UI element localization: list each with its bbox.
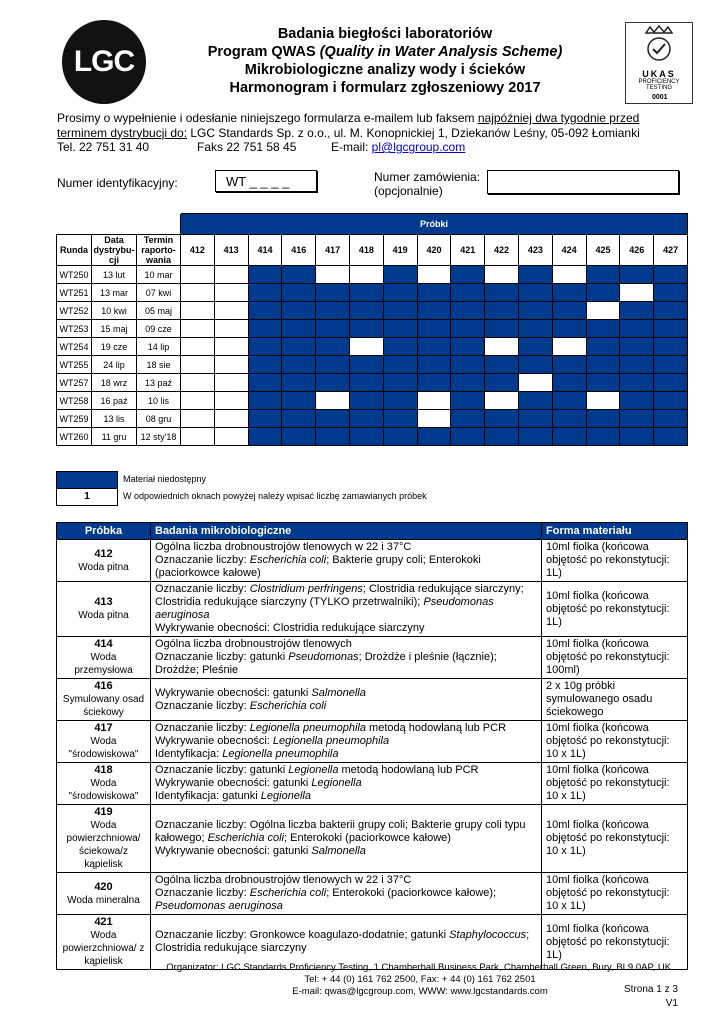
col-runda: Runda: [57, 235, 92, 266]
tests-table: [56, 522, 688, 970]
unavailable-cell: [417, 374, 451, 392]
report-date-cell: 10 lis: [137, 392, 181, 410]
unavailable-cell: [451, 392, 485, 410]
unavailable-cell: [282, 374, 316, 392]
unavailable-cell: [451, 302, 485, 320]
form-cell: 10ml fiolka (końcowa objętość po rekonstytucji: 100ml): [542, 637, 688, 679]
test-row: [57, 721, 688, 763]
test-row: [57, 679, 688, 721]
unavailable-cell: [586, 284, 620, 302]
unavailable-cell: [518, 410, 552, 428]
ukas-label: UKAS: [642, 69, 676, 79]
sample-col-header: 416: [282, 235, 316, 266]
unavailable-cell: [654, 428, 688, 446]
order-qty-cell[interactable]: [181, 320, 215, 338]
order-qty-cell[interactable]: [316, 266, 350, 284]
sample-cell: [57, 679, 151, 721]
report-date-cell: 13 paź: [137, 374, 181, 392]
tests-cell: Ogólna liczba drobnoustrojów tlenowych w 22 i 37°C Oznaczanie liczby: Escherichia coli; Enterokoki (paciorkowce kałowe); Pseudomonas aeruginosa: [151, 873, 542, 915]
test-row: [57, 805, 688, 873]
unavailable-cell: [417, 320, 451, 338]
order-qty-cell[interactable]: [181, 392, 215, 410]
sample-type: Woda powierzchniowa/ z kąpielisk: [62, 930, 145, 967]
sample-number: 414: [94, 638, 113, 650]
unavailable-cell: [552, 374, 586, 392]
order-qty-cell[interactable]: [552, 338, 586, 356]
tests-cell: Oznaczanie liczby: gatunki Legionella metodą hodowlaną lub PCR Wykrywanie obecności: gatunki Legionella Identyfikacja: gatunki Legionella: [151, 763, 542, 805]
order-qty-cell[interactable]: [417, 266, 451, 284]
report-date-cell: 09 cze: [137, 320, 181, 338]
sample-col-header: 417: [316, 235, 350, 266]
round-cell: WT259: [57, 410, 92, 428]
probki-header: Próbki: [181, 214, 688, 235]
unavailable-cell: [620, 410, 654, 428]
order-qty-cell[interactable]: [316, 392, 350, 410]
unavailable-cell: [349, 374, 383, 392]
sample-col-header: 412: [181, 235, 215, 266]
sample-col-header: 422: [485, 235, 519, 266]
order-qty-cell[interactable]: [214, 266, 248, 284]
unavailable-cell: [349, 320, 383, 338]
test-row: [57, 637, 688, 679]
sample-number: 413: [94, 596, 113, 608]
schedule-row: [57, 356, 688, 374]
order-qty-cell[interactable]: [181, 302, 215, 320]
email-link[interactable]: pl@lgcgroup.com: [371, 140, 466, 154]
title-line-4: Harmonogram i formularz zgłoszeniowy 2017: [229, 80, 541, 96]
order-qty-cell[interactable]: [181, 266, 215, 284]
unavailable-cell: [248, 284, 282, 302]
col-tests-header: Badania mikrobiologiczne: [151, 523, 542, 540]
unavailable-cell: [518, 356, 552, 374]
unavailable-cell: [552, 284, 586, 302]
unavailable-cell: [451, 410, 485, 428]
schedule-table: [56, 213, 688, 446]
distribution-date-cell: 15 maj: [92, 320, 137, 338]
footer: Organizator: LGC Standards Proficiency Testing, 1 Chamberhall Business Park, Chamberhall Green, Bury, BL9 0AP, UK. Tel: + 44 (0) 161 762 2500, Fax: + 44 (0) 161 762 2501 E-mail: qwas@lgcgroup.com, WWW: www.lgcstandards.com: [166, 962, 674, 997]
distribution-date-cell: 18 wrz: [92, 374, 137, 392]
round-cell: WT253: [57, 320, 92, 338]
unavailable-cell: [282, 428, 316, 446]
form-cell: 2 x 10g próbki symulowanego osadu ściekowego: [542, 679, 688, 721]
unavailable-cell: [485, 302, 519, 320]
legend-example-box: 1: [56, 488, 118, 506]
distribution-date-cell: 10 kwi: [92, 302, 137, 320]
unavailable-cell: [451, 356, 485, 374]
sample-col-header: 426: [620, 235, 654, 266]
legend-unavailable-label: Materiał niedostępny: [123, 474, 207, 484]
order-label: Numer zamówienia: (opcjonalnie): [374, 170, 481, 198]
schedule-row: [57, 428, 688, 446]
form-cell: 10ml fiolka (końcowa objętość po rekonstytucji: 10 x 1L): [542, 721, 688, 763]
id-row: [57, 170, 687, 200]
round-cell: WT251: [57, 284, 92, 302]
title-line-1: Badania biegłości laboratoriów: [277, 26, 493, 42]
round-cell: WT252: [57, 302, 92, 320]
col-sample-header: Próbka: [57, 523, 151, 540]
unavailable-cell: [586, 428, 620, 446]
unavailable-cell: [417, 356, 451, 374]
order-qty-cell[interactable]: [181, 338, 215, 356]
distribution-date-cell: 11 gru: [92, 428, 137, 446]
tests-cell: Oznaczanie liczby: Legionella pneumophila metodą hodowlaną lub PCR Wykrywanie obecności: Legionella pneumophila Identyfikacja: Legionella pneumophila: [151, 721, 542, 763]
unavailable-cell: [451, 428, 485, 446]
sample-cell: [57, 637, 151, 679]
unavailable-cell: [552, 356, 586, 374]
unavailable-cell: [518, 284, 552, 302]
unavailable-cell: [654, 284, 688, 302]
unavailable-cell: [349, 302, 383, 320]
unavailable-cell: [383, 338, 417, 356]
unavailable-cell: [485, 356, 519, 374]
order-qty-cell[interactable]: [485, 266, 519, 284]
page-title: [180, 25, 590, 97]
sample-col-header: 424: [552, 235, 586, 266]
unavailable-cell: [248, 428, 282, 446]
unavailable-cell: [518, 392, 552, 410]
test-row: [57, 582, 688, 637]
legend-instruction: W odpowiednich oknach powyżej należy wpisać liczbę zamawianych próbek: [123, 491, 427, 501]
order-qty-cell[interactable]: [349, 338, 383, 356]
schedule-row: [57, 320, 688, 338]
order-qty-cell[interactable]: [586, 302, 620, 320]
unavailable-cell: [620, 266, 654, 284]
sample-cell: [57, 915, 151, 970]
schedule-row: [57, 266, 688, 284]
unavailable-cell: [248, 392, 282, 410]
unavailable-cell: [654, 410, 688, 428]
unavailable-cell: [383, 392, 417, 410]
intro-text: Prosimy o wypełnienie i odesłanie niniejszego formularza e-mailem lub faksem najpóźniej dwa tygodnie przed terminem dystrybucji do: LGC Standards Sp. z o.o., ul. M. Konopnickiej 1, Dziekanów Leśny, 05-092 Łomianki Tel. 22 751 31 40 Faks 22 751 58 45 E-mail: pl@lgcgroup.com: [57, 111, 640, 154]
sample-cell: [57, 582, 151, 637]
title-line-2: Program QWAS (Quality in Water Analysis Scheme): [207, 44, 563, 60]
schedule-row: [57, 302, 688, 320]
order-qty-cell[interactable]: [214, 284, 248, 302]
unavailable-cell: [383, 266, 417, 284]
distribution-date-cell: 13 lis: [92, 410, 137, 428]
unavailable-cell: [349, 410, 383, 428]
sample-col-header: 425: [586, 235, 620, 266]
unavailable-cell: [654, 374, 688, 392]
sample-number: 421: [94, 916, 113, 928]
unavailable-cell: [654, 320, 688, 338]
sample-col-header: 413: [214, 235, 248, 266]
order-qty-cell[interactable]: [214, 374, 248, 392]
lgc-logo: [62, 20, 146, 104]
unavailable-cell: [248, 302, 282, 320]
unavailable-cell: [248, 356, 282, 374]
sample-type: Woda pitna: [78, 561, 129, 573]
unavailable-cell: [451, 284, 485, 302]
unavailable-cell: [316, 302, 350, 320]
id-field[interactable]: WT _ _ _ _: [215, 170, 317, 192]
unavailable-cell: [316, 410, 350, 428]
unavailable-cell: [349, 392, 383, 410]
distribution-date-cell: 19 cze: [92, 338, 137, 356]
col-form-header: Forma materiału: [542, 523, 688, 540]
unavailable-cell: [383, 302, 417, 320]
sample-number: 417: [94, 722, 113, 734]
page-number: Strona 1 z 3 V1: [624, 984, 678, 1009]
unavailable-cell: [451, 266, 485, 284]
order-qty-cell[interactable]: [181, 284, 215, 302]
unavailable-cell: [654, 338, 688, 356]
order-qty-cell[interactable]: [349, 266, 383, 284]
schedule-row: [57, 338, 688, 356]
unavailable-cell: [620, 320, 654, 338]
sample-col-header: 427: [654, 235, 688, 266]
order-qty-cell[interactable]: [485, 338, 519, 356]
unavailable-cell: [316, 374, 350, 392]
unavailable-cell: [654, 266, 688, 284]
unavailable-cell: [518, 266, 552, 284]
unavailable-cell: [417, 284, 451, 302]
report-date-cell: 05 maj: [137, 302, 181, 320]
order-qty-cell[interactable]: [214, 356, 248, 374]
order-qty-cell[interactable]: [518, 374, 552, 392]
sample-cell: [57, 540, 151, 582]
tests-cell: Oznaczanie liczby: Clostridium perfringens; Clostridia redukujące siarczyny; Clostridia redukujące siarczyny (TYLKO przetrwalniki); Pseudomonas aeruginosa Wykrywanie obecności: Clostridia redukujące siarczyny: [151, 582, 542, 637]
order-field[interactable]: [487, 170, 679, 194]
unavailable-cell: [620, 374, 654, 392]
unavailable-cell: [518, 302, 552, 320]
logo-text: LGC: [73, 45, 135, 78]
report-date-cell: 07 kwi: [137, 284, 181, 302]
order-qty-cell[interactable]: [181, 374, 215, 392]
unavailable-cell: [451, 374, 485, 392]
sample-cell: [57, 873, 151, 915]
sample-number: 418: [94, 764, 113, 776]
col-data: Data dystrybu-cji: [93, 235, 135, 265]
unavailable-cell: [417, 338, 451, 356]
unavailable-cell: [282, 284, 316, 302]
unavailable-cell: [316, 428, 350, 446]
report-date-cell: 08 gru: [137, 410, 181, 428]
crown-tick-icon: [634, 23, 684, 65]
tests-cell: Ogólna liczba drobnoustrojów tlenowych w 22 i 37°C Oznaczanie liczby: Escherichia coli; Bakterie grupy coli; Enterokoki (paciorkowce kałowe): [151, 540, 542, 582]
form-cell: 10ml fiolka (końcowa objętość po rekonstytucji: 1L): [542, 540, 688, 582]
unavailable-cell: [282, 410, 316, 428]
unavailable-cell: [349, 284, 383, 302]
order-qty-cell[interactable]: [214, 428, 248, 446]
unavailable-cell: [316, 338, 350, 356]
unavailable-cell: [316, 356, 350, 374]
unavailable-cell: [620, 392, 654, 410]
sample-type: Symulowany osad ściekowy: [62, 694, 145, 718]
unavailable-cell: [620, 428, 654, 446]
unavailable-cell: [316, 320, 350, 338]
unavailable-cell: [383, 428, 417, 446]
test-row: [57, 873, 688, 915]
sample-cell: [57, 805, 151, 873]
unavailable-cell: [248, 410, 282, 428]
order-qty-cell[interactable]: [552, 266, 586, 284]
round-cell: WT260: [57, 428, 92, 446]
distribution-date-cell: 16 paź: [92, 392, 137, 410]
unavailable-cell: [586, 410, 620, 428]
round-cell: WT254: [57, 338, 92, 356]
order-qty-cell[interactable]: [586, 392, 620, 410]
report-date-cell: 14 lip: [137, 338, 181, 356]
title-line-3: Mikrobiologiczne analizy wody i ścieków: [244, 62, 526, 78]
unavailable-cell: [586, 266, 620, 284]
schedule-row: [57, 410, 688, 428]
report-date-cell: 12 sty'18: [137, 428, 181, 446]
order-qty-cell[interactable]: [214, 320, 248, 338]
round-cell: WT258: [57, 392, 92, 410]
sample-col-header: 423: [518, 235, 552, 266]
sample-cell: [57, 763, 151, 805]
unavailable-cell: [485, 410, 519, 428]
sample-cell: [57, 721, 151, 763]
report-date-cell: 10 mar: [137, 266, 181, 284]
unavailable-cell: [518, 338, 552, 356]
unavailable-cell: [282, 266, 316, 284]
tests-cell: Wykrywanie obecności: gatunki Salmonella Oznaczanie liczby: Escherichia coli: [151, 679, 542, 721]
unavailable-cell: [383, 374, 417, 392]
order-qty-cell[interactable]: [181, 410, 215, 428]
form-cell: 10ml fiolka (końcowa objętość po rekonstytucji: 1L): [542, 915, 688, 970]
form-cell: 10ml fiolka (końcowa objętość po rekonstytucji: 10 x 1L): [542, 873, 688, 915]
ukas-badge: [625, 22, 693, 104]
unavailable-cell: [586, 374, 620, 392]
schedule-row: [57, 284, 688, 302]
unavailable-cell: [552, 410, 586, 428]
order-qty-cell[interactable]: [181, 428, 215, 446]
col-termin: Termin raporto-wania: [137, 235, 181, 266]
sample-col-header: 420: [417, 235, 451, 266]
unavailable-cell: [383, 356, 417, 374]
tests-cell: Ogólna liczba drobnoustrojów tlenowych Oznaczanie liczby: gatunki Pseudomonas; Drożdże i pleśnie (łącznie); Drożdże; Pleśnie: [151, 637, 542, 679]
unavailable-cell: [383, 284, 417, 302]
unavailable-cell: [552, 320, 586, 338]
order-qty-cell[interactable]: [214, 302, 248, 320]
order-qty-cell[interactable]: [214, 338, 248, 356]
unavailable-cell: [620, 302, 654, 320]
unavailable-cell: [485, 284, 519, 302]
unavailable-cell: [654, 356, 688, 374]
sample-type: Woda przemysłowa: [74, 652, 133, 676]
unavailable-cell: [383, 320, 417, 338]
unavailable-cell: [417, 302, 451, 320]
sample-col-header: 418: [349, 235, 383, 266]
sample-number: 419: [94, 806, 113, 818]
form-cell: 10ml fiolka (końcowa objętość po rekonstytucji: 10 x 1L): [542, 805, 688, 873]
distribution-date-cell: 24 lip: [92, 356, 137, 374]
form-cell: 10ml fiolka (końcowa objętość po rekonstytucji: 10 x 1L): [542, 763, 688, 805]
order-qty-cell[interactable]: [620, 284, 654, 302]
sample-number: 420: [94, 880, 113, 893]
unavailable-cell: [248, 320, 282, 338]
schedule-row: [57, 374, 688, 392]
sample-type: Woda "środowiskowa": [68, 778, 139, 802]
sample-type: Woda powierzchniowa/ ściekowa/z kąpielisk: [66, 820, 141, 870]
test-row: [57, 540, 688, 582]
unavailable-cell: [518, 320, 552, 338]
tests-cell: Oznaczanie liczby: Ogólna liczba bakterii grupy coli; Bakterie grupy coli typu kałowego; Escherichia coli; Enterokoki (paciorkowce kałowe) Wykrywanie obecności: gatunki Salmonella: [151, 805, 542, 873]
tests-cell: Oznaczanie liczby: Gronkowce koagulazo-dodatnie; gatunki Staphylococcus; Clostridia redukujące siarczyny: [151, 915, 542, 970]
unavailable-cell: [282, 302, 316, 320]
legend-unavailable-swatch: [56, 471, 118, 489]
sample-col-header: 414: [248, 235, 282, 266]
round-cell: WT257: [57, 374, 92, 392]
order-qty-cell[interactable]: [181, 356, 215, 374]
unavailable-cell: [282, 338, 316, 356]
unavailable-cell: [620, 338, 654, 356]
unavailable-cell: [451, 338, 485, 356]
unavailable-cell: [654, 302, 688, 320]
order-qty-cell[interactable]: [214, 392, 248, 410]
unavailable-cell: [248, 266, 282, 284]
distribution-date-cell: 13 mar: [92, 284, 137, 302]
unavailable-cell: [451, 320, 485, 338]
unavailable-cell: [518, 428, 552, 446]
sample-number: 416: [94, 680, 113, 692]
unavailable-cell: [248, 374, 282, 392]
unavailable-cell: [248, 338, 282, 356]
unavailable-cell: [417, 428, 451, 446]
unavailable-cell: [349, 428, 383, 446]
id-label: Numer identyfikacyjny:: [57, 176, 178, 190]
order-qty-cell[interactable]: [417, 410, 451, 428]
report-date-cell: 18 sie: [137, 356, 181, 374]
unavailable-cell: [586, 356, 620, 374]
unavailable-cell: [552, 392, 586, 410]
unavailable-cell: [282, 356, 316, 374]
ukas-sub: PROFICIENCY TESTING: [638, 79, 680, 91]
sample-col-header: 419: [383, 235, 417, 266]
ukas-number: 0001: [652, 94, 668, 101]
sample-type: Woda "środowiskowa": [68, 736, 139, 760]
distribution-date-cell: 13 lut: [92, 266, 137, 284]
unavailable-cell: [485, 374, 519, 392]
unavailable-cell: [620, 356, 654, 374]
unavailable-cell: [552, 302, 586, 320]
round-cell: WT250: [57, 266, 92, 284]
order-qty-cell[interactable]: [417, 392, 451, 410]
unavailable-cell: [552, 428, 586, 446]
unavailable-cell: [316, 284, 350, 302]
unavailable-cell: [383, 410, 417, 428]
order-qty-cell[interactable]: [214, 410, 248, 428]
test-row: [57, 763, 688, 805]
unavailable-cell: [282, 392, 316, 410]
round-cell: WT255: [57, 356, 92, 374]
order-qty-cell[interactable]: [485, 392, 519, 410]
unavailable-cell: [349, 356, 383, 374]
sample-col-header: 421: [451, 235, 485, 266]
unavailable-cell: [654, 392, 688, 410]
sample-type: Woda pitna: [78, 610, 129, 621]
form-cell: 10ml fiolka (końcowa objętość po rekonstytucji: 1L): [542, 582, 688, 637]
unavailable-cell: [485, 320, 519, 338]
unavailable-cell: [586, 320, 620, 338]
sample-number: 412: [94, 547, 113, 560]
sample-type: Woda mineralna: [67, 894, 140, 906]
schedule-row: [57, 392, 688, 410]
unavailable-cell: [282, 320, 316, 338]
unavailable-cell: [485, 428, 519, 446]
unavailable-cell: [586, 338, 620, 356]
